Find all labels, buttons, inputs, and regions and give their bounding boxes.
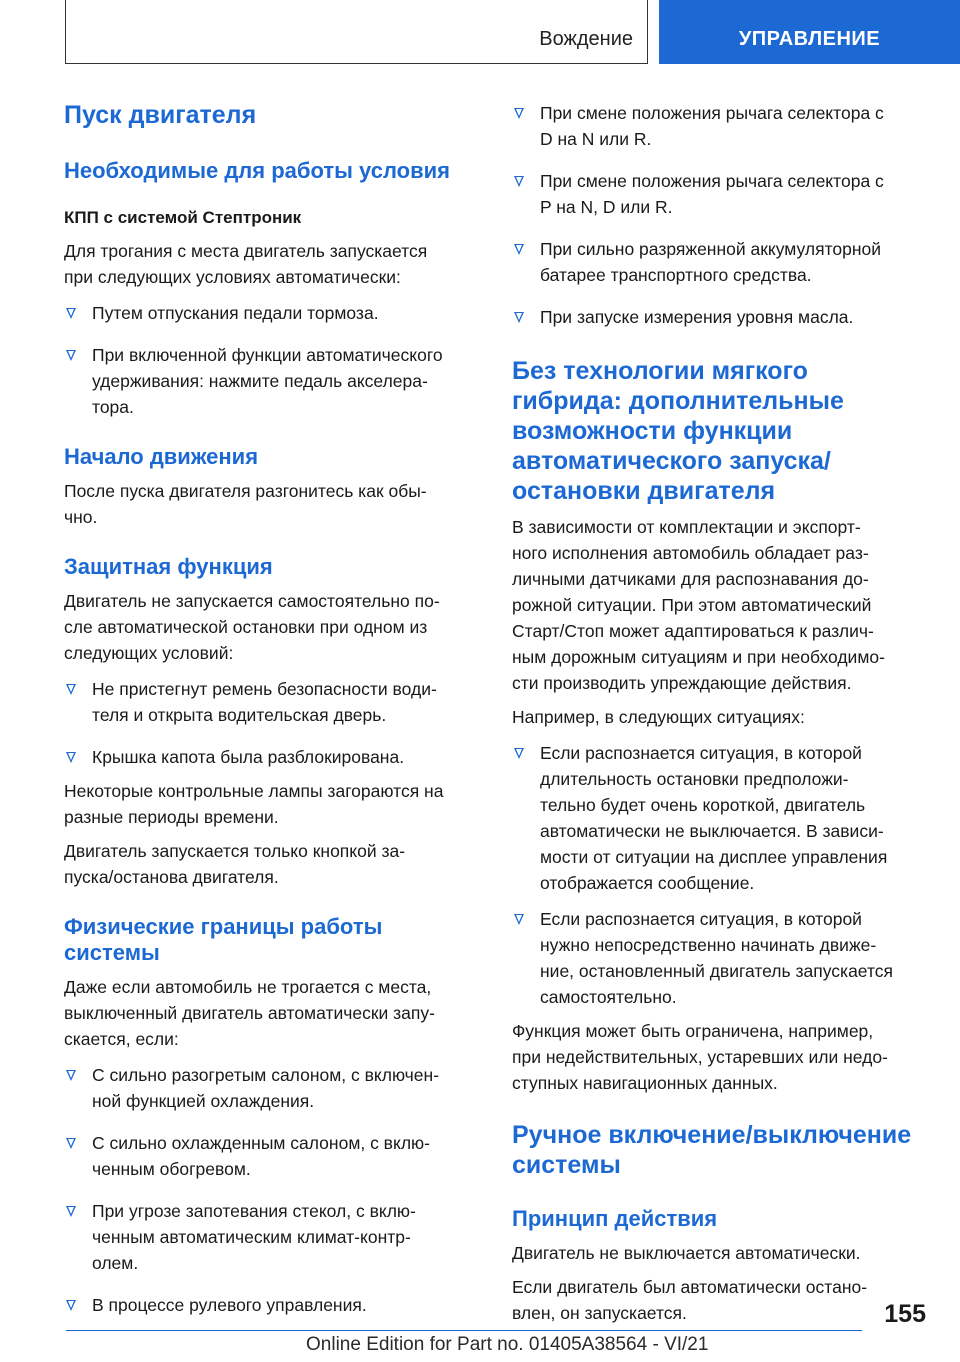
heading-line: Физические границы работы bbox=[64, 914, 383, 939]
text-line: при следующих условиях автоматически: bbox=[64, 267, 401, 287]
heading-line: возможности функции bbox=[512, 417, 793, 445]
footer-edition: Online Edition for Part no. 01405A38564 - VI/21 bbox=[306, 1334, 709, 1355]
heading-mild-hybrid bbox=[512, 356, 930, 506]
chapter-tab bbox=[659, 0, 960, 64]
text-line: Если двигатель был автоматически остано- bbox=[512, 1277, 868, 1297]
text-line: олем. bbox=[92, 1253, 139, 1273]
paragraph-protection bbox=[64, 588, 480, 666]
text-line: Для трогания с места двигатель запускается bbox=[64, 241, 428, 261]
text-line: нужно непосредственно начинать движе- bbox=[540, 935, 877, 955]
list-item bbox=[512, 304, 930, 330]
list-item bbox=[64, 1062, 480, 1114]
text-line: Двигатель не запускается самостоятельно по- bbox=[64, 591, 440, 611]
heading-line: системы bbox=[64, 940, 160, 965]
text-line: разные периоды времени. bbox=[64, 807, 279, 827]
text-line: ченным автоматическим климат-контр- bbox=[92, 1227, 411, 1247]
list-item bbox=[512, 236, 930, 288]
subheading-steptronic: КПП с системой Стептроник bbox=[64, 208, 302, 227]
paragraph-conditions bbox=[64, 238, 480, 290]
bullet-list-continued bbox=[512, 100, 930, 330]
list-item bbox=[64, 1292, 480, 1318]
text-line: автоматически не выключается. В зависи- bbox=[540, 821, 884, 841]
text-line: отображается сообщение. bbox=[540, 873, 755, 893]
text-line: В зависимости от комплектации и экспорт- bbox=[512, 517, 861, 537]
text-line: При угрозе запотевания стекол, с вклю- bbox=[92, 1201, 416, 1221]
list-item bbox=[64, 342, 480, 420]
text-line: сле автоматической остановки при одном из bbox=[64, 617, 428, 637]
text-line: длительность остановки предположи- bbox=[540, 769, 849, 789]
text-line: Не пристегнут ремень безопасности води- bbox=[92, 679, 437, 699]
text-line: P на N, D или R. bbox=[540, 197, 673, 217]
text-line: выключенный двигатель автоматически запу- bbox=[64, 1003, 435, 1023]
list-item bbox=[512, 100, 930, 152]
text-line: чно. bbox=[64, 507, 98, 527]
text-line: Если распознается ситуация, в которой bbox=[540, 909, 862, 929]
text-line: В процессе рулевого управления. bbox=[92, 1295, 367, 1315]
paragraph-warning-lamps bbox=[64, 778, 480, 830]
text-line: Некоторые контрольные лампы загораются на bbox=[64, 781, 444, 801]
bullet-list-protection bbox=[64, 676, 480, 770]
text-line: Даже если автомобиль не трогается с места, bbox=[64, 977, 432, 997]
text-line: С сильно разогретым салоном, с включен- bbox=[92, 1065, 440, 1085]
text-line: пуска/останова двигателя. bbox=[64, 867, 279, 887]
list-item bbox=[64, 676, 480, 728]
paragraph-principle bbox=[512, 1240, 930, 1266]
page-title: Пуск двигателя bbox=[64, 101, 257, 129]
text-line: При смене положения рычага селектора с bbox=[540, 171, 884, 191]
heading-line: автоматического запуска/ bbox=[512, 447, 831, 475]
text-line: ным дорожным ситуациям и при необходимо- bbox=[512, 647, 885, 667]
text-line: рожной ситуации. При этом автоматический bbox=[512, 595, 872, 615]
heading-manual-toggle bbox=[512, 1120, 930, 1180]
text-line: тельно будет очень короткой, двигатель bbox=[540, 795, 866, 815]
text-line: Если распознается ситуация, в которой bbox=[540, 743, 862, 763]
text-line: D на N или R. bbox=[540, 129, 652, 149]
text-line: Путем отпускания педали тормоза. bbox=[92, 303, 379, 323]
heading-line: Без технологии мягкого bbox=[512, 357, 808, 385]
text-line: личными датчиками для распознавания до- bbox=[512, 569, 869, 589]
text-line: скается, если: bbox=[64, 1029, 179, 1049]
text-line: ченным обогревом. bbox=[92, 1159, 251, 1179]
text-line: ного исполнения автомобиль обладает раз- bbox=[512, 543, 869, 563]
heading-system-limits bbox=[64, 914, 480, 966]
list-item bbox=[512, 740, 930, 896]
text-line: влен, он запускается. bbox=[512, 1303, 687, 1323]
text-line: Например, в следующих ситуациях: bbox=[512, 707, 805, 727]
paragraph-limitations bbox=[512, 1018, 930, 1096]
paragraph-sensors bbox=[512, 514, 930, 696]
text-line: При сильно разряженной аккумуляторной bbox=[540, 239, 882, 259]
paragraph-system-limits bbox=[64, 974, 480, 1052]
text-line: Двигатель не выключается автоматически. bbox=[512, 1243, 861, 1263]
text-line: При включенной функции автоматического bbox=[92, 345, 443, 365]
header-section-box bbox=[65, 0, 648, 64]
text-line: тора. bbox=[92, 397, 134, 417]
heading-protection: Защитная функция bbox=[64, 554, 273, 579]
list-item bbox=[512, 906, 930, 1010]
list-item bbox=[64, 300, 480, 326]
chapter-title: УПРАВЛЕНИЕ bbox=[738, 28, 881, 50]
text-line: Двигатель запускается только кнопкой за- bbox=[64, 841, 406, 861]
text-line: сти производить упреждающие действия. bbox=[512, 673, 852, 693]
text-line: теля и открыта водительская дверь. bbox=[92, 705, 387, 725]
text-line: удерживания: нажмите педаль акселера- bbox=[92, 371, 428, 391]
text-line: При запуске измерения уровня масла. bbox=[540, 307, 854, 327]
text-line: Крышка капота была разблокирована. bbox=[92, 747, 405, 767]
paragraph-example bbox=[512, 704, 930, 730]
text-line: батарее транспортного средства. bbox=[540, 265, 812, 285]
text-line: При смене положения рычага селектора с bbox=[540, 103, 884, 123]
text-line: Функция может быть ограничена, например, bbox=[512, 1021, 874, 1041]
text-line: ние, остановленный двигатель запускается bbox=[540, 961, 894, 981]
text-line: После пуска двигателя разгонитесь как обы- bbox=[64, 481, 427, 501]
bullet-list-situations bbox=[512, 740, 930, 1010]
heading-principle: Принцип действия bbox=[512, 1206, 718, 1231]
left-column bbox=[64, 100, 480, 1318]
section-title: Вождение bbox=[539, 28, 633, 50]
footer-divider bbox=[66, 1330, 862, 1331]
paragraph-start-button bbox=[64, 838, 480, 890]
text-line: Старт/Стоп может адаптироваться к различ- bbox=[512, 621, 874, 641]
list-item bbox=[64, 744, 480, 770]
text-line: следующих условий: bbox=[64, 643, 234, 663]
heading-start-driving: Начало движения bbox=[64, 444, 259, 469]
text-line: самостоятельно. bbox=[540, 987, 677, 1007]
bullet-list-system-limits bbox=[64, 1062, 480, 1318]
list-item bbox=[512, 168, 930, 220]
heading-line: системы bbox=[512, 1151, 621, 1179]
text-line: ной функцией охлаждения. bbox=[92, 1091, 315, 1111]
paragraph-restart bbox=[512, 1274, 930, 1326]
text-line: мости от ситуации на дисплее управления bbox=[540, 847, 888, 867]
text-line: ступных навигационных данных. bbox=[512, 1073, 778, 1093]
heading-line: остановки двигателя bbox=[512, 477, 776, 505]
text-line: при недействительных, устаревших или недо- bbox=[512, 1047, 888, 1067]
heading-conditions: Необходимые для работы условия bbox=[64, 158, 450, 183]
heading-line: гибрида: дополнительные bbox=[512, 387, 844, 415]
list-item bbox=[64, 1198, 480, 1276]
paragraph-start-driving bbox=[64, 478, 480, 530]
right-column bbox=[512, 100, 930, 1326]
heading-line: Ручное включение/выключение bbox=[512, 1121, 912, 1149]
bullet-list-conditions bbox=[64, 300, 480, 420]
text-line: С сильно охлажденным салоном, с вклю- bbox=[92, 1133, 430, 1153]
page-number: 155 bbox=[884, 1300, 926, 1328]
list-item bbox=[64, 1130, 480, 1182]
